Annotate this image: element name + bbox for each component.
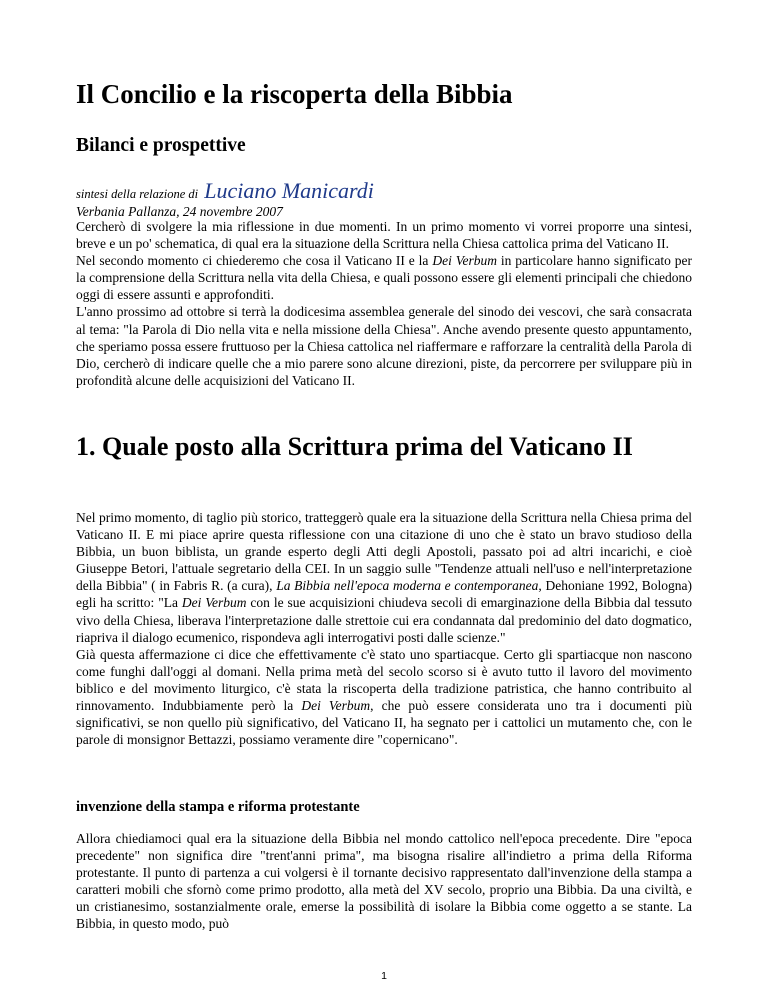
intro-paragraph-2 [76,252,692,303]
author-line [76,179,374,206]
dei-verbum-emphasis: Dei Verbum [181,595,247,611]
author-prefix: sintesi della relazione di [76,187,199,201]
section-1-paragraph-2-text-a: Già questa affermazione ci dice che effettivamente c'è stato uno spartiacque. Certo gli spartiacque non nascono come funghi dall'oggi al domani. Nella prima metà del secolo scorso si è avuto tutto il lavoro del movimento biblico e del movimento liturgico, c'è stata la riscoperta della tradizione patristica, che hanno contribuito al rinnovamento. Indubbiamente però la [76,646,692,714]
book-title-emphasis: La Bibbia nell'epoca moderna e contemporanea [276,578,539,594]
intro-paragraph-2-text-b: in particolare hanno significato per la comprensione della Scrittura nella vita della Chiesa, e quali possono essere gli elementi principali che chiedono oggi di essere assunti e approfonditi. [76,253,692,303]
section-1-paragraph-1-text-c: con le sue acquisizioni chiudeva secoli di emarginazione della Bibbia dal tessuto vivo della Chiesa, liberava l'interpretazione dalle strettoie cui era condannata dal predominio del dato dogmatico, riapriva il dialogo ecumenico, rispondeva agli interrogativi posti dalle scienze." [76,595,692,645]
section-1-paragraph-1-text-b: , Dehoniane 1992, Bologna) egli ha scritto: "La [76,578,692,611]
section-1-paragraph-1 [76,509,692,646]
section-1-paragraph-2-text-b: , che può essere considerata uno tra i documenti più significativi, se non quello più significativo, del Vaticano II, ha segnato per i cattolici un mutamento che, con le parole di monsignor Bettazzi, possiamo veramente dire "copernicano". [76,698,692,748]
intro-paragraphs [76,218,692,389]
section-2-paragraph-1: Allora chiediamoci qual era la situazione della Bibbia nel mondo cattolico nell'epoca precedente. Dire "epoca precedente" non significa dire "trent'anni prima", ma bisogna risalire all'indietro a prima della Riforma protestante. Il punto di partenza a cui volgersi è il tornante decisivo rappresentato dall'invenzione della stampa a caratteri mobili che sfornò come primo prodotto, alla metà del XV secolo, proprio una Bibbia. Da una civiltà, e un cristianesimo, sostanzialmente orale, emerse la possibilità di isolare la Bibbia come oggetto a se stante. La Bibbia, in questo modo, può [76,831,692,932]
intro-paragraph-1: Cercherò di svolgere la mia riflessione in due momenti. In un primo momento vi vorrei proporre una sintesi, breve e un po' schematica, di qual era la situazione della Scrittura nella Chiesa cattolica prima del Vaticano II. [76,219,692,252]
section-2-heading: invenzione della stampa e riforma protestante [76,799,360,815]
intro-paragraph-2-text-a: Nel secondo momento ci chiederemo che cosa il Vaticano II e la [76,253,433,269]
document-subtitle: Bilanci e prospettive [76,135,246,156]
section-1-heading: 1. Quale posto alla Scrittura prima del Vaticano II [76,432,633,461]
dei-verbum-emphasis: Dei Verbum [432,253,497,269]
page-number: 1 [381,970,387,982]
author-name: Luciano Manicardi [204,178,374,203]
dei-verbum-emphasis: Dei Verbum [301,698,371,714]
section-1-paragraphs [76,509,692,748]
section-2-paragraphs [76,830,692,933]
document-title: Il Concilio e la riscoperta della Bibbia [76,79,513,109]
place-date: Verbania Pallanza, 24 novembre 2007 [76,204,283,219]
section-1-paragraph-1-text-a: Nel primo momento, di taglio più storico, tratteggerò quale era la situazione della Scrittura nella Chiesa prima del Vaticano II. E mi piace aprire questa riflessione con una citazione di uno che è stato un bravo studioso della Bibbia, un buon biblista, un grande esperto degli Atti degli Apostoli, passato poi ad altri incarichi, e cioè Giuseppe Betori, l'attuale segretario della CEI. In un saggio sulle "Tendenze attuali nell'uso e nell'interpretazione della Bibbia" ( in Fabris R. (a cura), [76,510,692,594]
intro-paragraph-3: L'anno prossimo ad ottobre si terrà la dodicesima assemblea generale del sinodo dei vescovi, che sarà consacrata al tema: "la Parola di Dio nella vita e nella missione della Chiesa". Anche avendo presente questo appuntamento, che speriamo possa essere fruttuoso per la Chiesa cattolica nel riaffermare e rafforzare la centralità della Parola di Dio, cercherò di indicare quelle che a mio parere sono alcune direzioni, piste, da percorrere per sviluppare più in profondità alcune delle acquisizioni del Vaticano II. [76,304,692,388]
section-1-paragraph-2 [76,646,692,749]
